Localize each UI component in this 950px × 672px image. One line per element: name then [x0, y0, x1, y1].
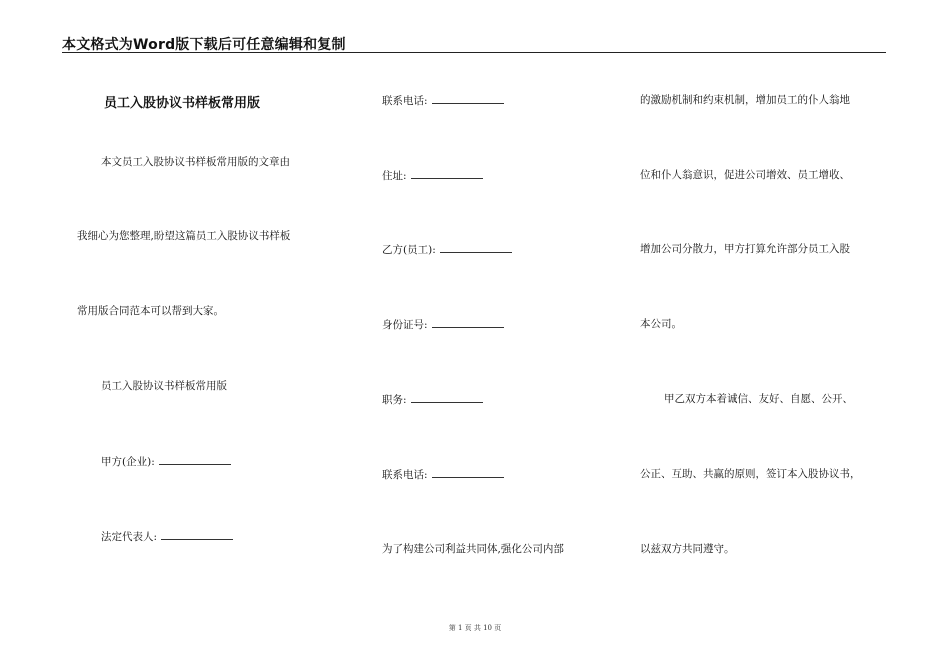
party-a-label: 甲方(企业):: [101, 456, 155, 468]
id-blank: [432, 317, 504, 328]
id-field: [382, 317, 504, 332]
purpose-line: 为了构建公司利益共同体,强化公司内部: [382, 543, 564, 555]
col3-line-6: 公正、互助、共赢的原则，签订本入股协议书，: [640, 468, 861, 480]
party-b-blank: [440, 242, 512, 253]
legal-rep-blank: [161, 529, 233, 540]
subtitle-line: 员工入股协议书样板常用版: [101, 380, 227, 392]
address-field: [382, 168, 483, 183]
id-label: 身份证号:: [382, 319, 428, 331]
col3-line-5: 甲乙双方本着诚信、友好、自愿、公开、: [664, 393, 853, 405]
col3-line-3: 增加公司分散力，甲方打算允许部分员工入股: [640, 243, 850, 255]
party-a-field: [101, 454, 231, 469]
phone-blank-2: [432, 467, 504, 478]
party-b-label: 乙方(员工):: [382, 244, 436, 256]
address-blank: [411, 168, 483, 179]
document-title: 员工入股协议书样板常用版: [104, 96, 261, 111]
legal-rep-label: 法定代表人:: [101, 531, 158, 543]
col3-line-2: 位和仆人翁意识，促进公司增效、员工增收、: [640, 169, 850, 181]
phone-field-2: [382, 467, 504, 482]
header-title: 本文格式为Word版下载后可任意编辑和复制: [62, 37, 346, 53]
col3-line-1: 的激励机制和约束机制，增加员工的仆人翁地: [640, 94, 850, 106]
phone-blank-1: [432, 93, 504, 104]
col3-line-4: 本公司。: [640, 318, 682, 330]
intro-line-2: 我细心为您整理,盼望这篇员工入股协议书样板: [77, 230, 291, 242]
party-b-field: [382, 242, 512, 257]
header-divider: [62, 52, 886, 53]
phone-label-2: 联系电话:: [382, 469, 428, 481]
position-label: 职务:: [382, 394, 407, 406]
position-blank: [411, 392, 483, 403]
position-field: [382, 392, 483, 407]
col3-line-7: 以兹双方共同遵守。: [640, 543, 735, 555]
phone-label-1: 联系电话:: [382, 95, 428, 107]
legal-rep-field: [101, 529, 233, 544]
intro-line-1: 本文员工入股协议书样板常用版的文章由: [101, 156, 290, 168]
party-a-blank: [159, 454, 231, 465]
intro-line-3: 常用版合同范本可以帮到大家。: [77, 305, 224, 317]
page-number: 第 1 页 共 10 页: [448, 624, 502, 632]
address-label: 住址:: [382, 170, 407, 182]
phone-field-1: [382, 93, 504, 108]
